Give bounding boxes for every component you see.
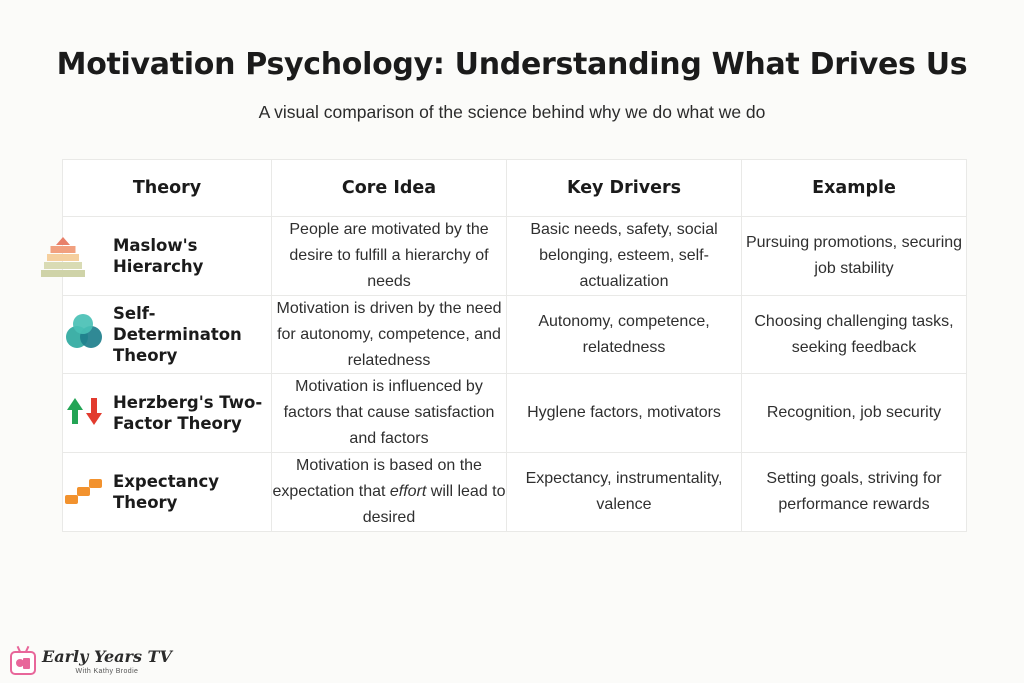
overlapping-circles-icon (63, 312, 103, 358)
comparison-table (62, 159, 967, 532)
key-drivers-cell: Expectancy, instrumentality, valence (507, 453, 742, 532)
theory-label: Self-Determinaton Theory (113, 303, 242, 366)
table-body (63, 217, 967, 532)
core-idea-emphasis: effort (389, 483, 427, 501)
example-cell: Pursuing promotions, securing job stability (742, 217, 967, 296)
brand-logo (10, 649, 172, 675)
page-subtitle: A visual comparison of the science behind why we do what we do (258, 102, 766, 122)
up-down-arrows-icon (63, 390, 103, 436)
comparison-table-wrapper (62, 159, 962, 532)
column-header-theory: Theory (63, 160, 272, 217)
theory-label: Expectancy Theory (113, 471, 220, 513)
theory-cell (63, 453, 272, 532)
theory-label: Herzberg's Two-Factor Theory (113, 393, 263, 434)
core-idea-cell: Motivation is driven by the need for autonomy, competence, and relatedness (272, 295, 507, 374)
brand-tagline: With Kathy Brodie (75, 668, 139, 675)
table-row (63, 295, 967, 374)
column-header-core-idea: Core Idea (272, 160, 507, 217)
key-drivers-cell: Basic needs, safety, social belonging, esteem, self-actualization (507, 217, 742, 296)
table-header (63, 160, 967, 217)
core-idea-cell: Motivation is influenced by factors that cause satisfaction and factors (272, 374, 507, 453)
key-drivers-cell: Hyglene factors, motivators (507, 374, 742, 453)
brand-text (42, 649, 172, 675)
table-row (63, 453, 967, 532)
theory-cell (63, 374, 272, 453)
brand-tv: TV (147, 647, 172, 666)
example-cell: Setting goals, striving for performance rewards (742, 453, 967, 532)
core-idea-cell (272, 453, 507, 532)
theory-cell (63, 217, 272, 296)
table-header-row (63, 160, 967, 217)
column-header-key-drivers: Key Drivers (507, 160, 742, 217)
table-row (63, 374, 967, 453)
core-idea-cell: People are motivated by the desire to fulfill a hierarchy of needs (272, 217, 507, 296)
table-row (63, 217, 967, 296)
example-cell: Choosing challenging tasks, seeking feedback (742, 295, 967, 374)
example-cell: Recognition, job security (742, 374, 967, 453)
column-header-example: Example (742, 160, 967, 217)
tv-icon (10, 651, 36, 675)
rising-steps-icon (63, 469, 103, 515)
core-idea-text-post: will lead to desired (362, 483, 506, 526)
brand-name: Early Years (42, 647, 142, 666)
page-title: Motivation Psychology: Understanding What Drives Us (56, 47, 968, 82)
theory-cell (63, 295, 272, 374)
pyramid-icon (63, 233, 103, 279)
core-idea-text-pre: Motivation is based on the expectation that (272, 457, 482, 501)
theory-label: Maslow's Hierarchy (113, 235, 204, 276)
key-drivers-cell: Autonomy, competence, relatedness (507, 295, 742, 374)
